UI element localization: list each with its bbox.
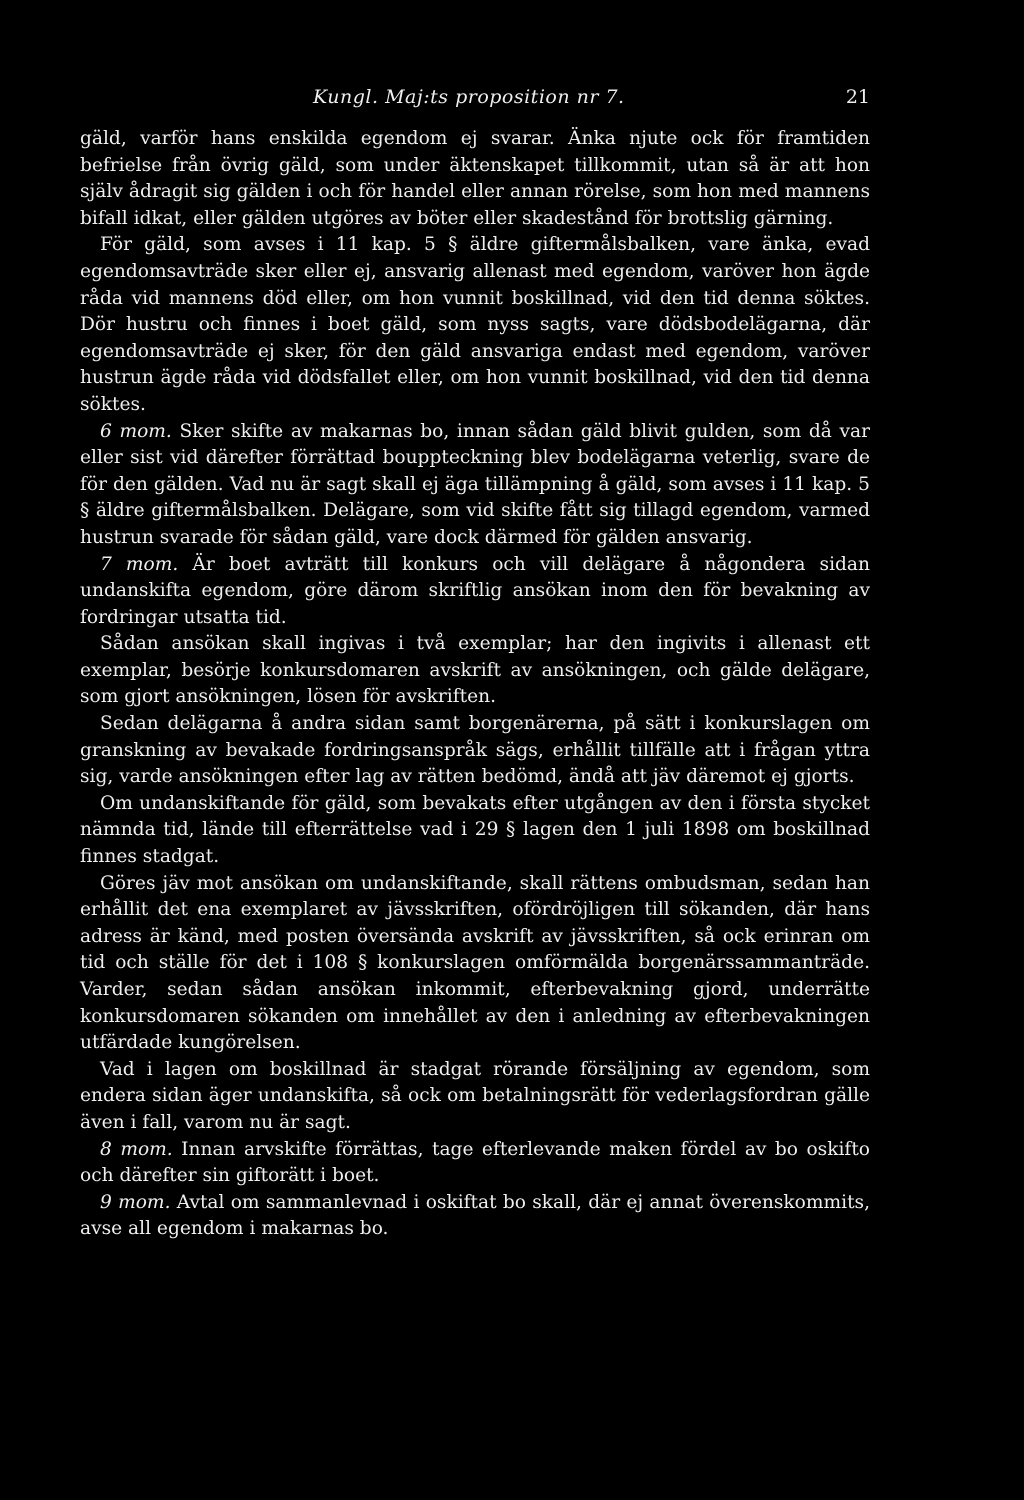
paragraph xyxy=(80,631,870,711)
paragraph-text: Göres jäv mot ansökan om undanskiftande, skall rättens ombudsman, sedan han erhållit det ena exemplaret av jävsskriften, ofördröjligen till sökanden, där hans adress är känd, med posten översända avskrift av jävsskriften, så ock erinran om tid och ställe för det i 108 § konkurslagen omförmälda borgenärssammanträde. Varder, sedan sådan ansökan inkommit, efterbevakning gjord, underrätte konkursdomaren sökanden om innehållet av den i anledning av efterbevakningen utfärdade kungörelsen. xyxy=(80,872,870,1054)
paragraph xyxy=(80,791,870,871)
paragraph xyxy=(80,711,870,791)
mom-label: 6 mom. xyxy=(100,420,172,442)
paragraph-text: Är boet avträtt till konkurs och vill delägare å någondera sidan undanskifta egendom, göre därom skriftlig ansökan inom den för bevakning av fordringar utsatta tid. xyxy=(80,553,870,628)
paragraph-text: Innan arvskifte förrättas, tage efterlevande maken fördel av bo oskifto och därefter sin giftorätt i boet. xyxy=(80,1138,870,1187)
paragraph-9-mom xyxy=(80,1190,870,1243)
paragraph xyxy=(80,232,870,418)
mom-label: 9 mom. xyxy=(100,1191,171,1213)
mom-label: 7 mom. xyxy=(100,553,179,575)
paragraph-text: Sker skifte av makarnas bo, innan sådan gäld blivit gulden, som då var eller sist vid därefter förrättad bouppteckning blev bodelägarna veterlig, svare de för den gälden. Vad nu är sagt skall ej äga tillämpning å gäld, som avses i 11 kap. 5 § äldre giftermålsbalken. Delägare, som vid skifte fått sig tillagd egendom, varmed hustrun svarade för sådan gäld, vare dock därmed för gälden ansvarig. xyxy=(80,420,871,548)
body-text xyxy=(80,126,870,1243)
paragraph-text: För gäld, som avses i 11 kap. 5 § äldre giftermålsbalken, vare änka, evad egendomsavträde sker eller ej, ansvarig allenast med egendom, varöver hon ägde råda vid mannens död eller, om hon vunnit boskillnad, vid den tid denna söktes. Dör hustru och finnes i boet gäld, som nyss sagts, vare dödsbodelägarna, där egendomsavträde ej sker, för den gäld ansvariga endast med egendom, varöver hustrun ägde råda vid dödsfallet eller, om hon vunnit boskillnad, vid den tid denna söktes. xyxy=(80,234,870,415)
paragraph-6-mom xyxy=(80,419,870,552)
paragraph-text: Sådan ansökan skall ingivas i två exemplar; har den ingivits i allenast ett exemplar, besörje konkursdomaren avskrift av ansökningen, och gälde delägare, som gjort ansökningen, lösen för avskriften. xyxy=(80,633,870,708)
paragraph-text: Sedan delägarna å andra sidan samt borgenärerna, på sätt i konkurslagen om granskning av bevakade fordringsanspråk sägs, erhållit tillfälle att i frågan yttra sig, varde ansökningen efter lag av rätten bedömd, ändå att jäv däremot ej gjorts. xyxy=(80,713,870,788)
page-header xyxy=(80,86,870,116)
paragraph xyxy=(80,1057,870,1137)
paragraph-8-mom xyxy=(80,1137,870,1190)
paragraph xyxy=(80,871,870,1057)
page-number: 21 xyxy=(845,86,870,108)
paragraph-text: gäld, varför hans enskilda egendom ej svarar. Änka njute ock för framtiden befrielse från övrig gäld, som under äktenskapet tillkommit, utan så är att hon själv ådragit sig gälden i och för handel eller annan rörelse, som hon med mannens bifall idkat, eller gälden utgöres av böter eller skadestånd för brottslig gärning. xyxy=(80,128,870,229)
paragraph-text: Vad i lagen om boskillnad är stadgat rörande försäljning av egendom, som endera sidan äger undanskifta, så ock om betalningsrätt för vederlagsfordran gälle även i fall, varom nu är sagt. xyxy=(80,1058,870,1133)
paragraph-7-mom xyxy=(80,552,870,632)
running-title: Kungl. Maj:ts proposition nr 7. xyxy=(313,86,625,108)
mom-label: 8 mom. xyxy=(100,1138,173,1160)
paragraph-text: Avtal om sammanlevnad i oskiftat bo skall, där ej annat överenskommits, avse all egendom i makarnas bo. xyxy=(80,1191,870,1240)
paragraph-text: Om undanskiftande för gäld, som bevakats efter utgången av den i första stycket nämnda tid, lände till efterrättelse vad i 29 § lagen den 1 juli 1898 om boskillnad finnes stadgat. xyxy=(80,792,870,868)
paragraph xyxy=(80,126,870,232)
